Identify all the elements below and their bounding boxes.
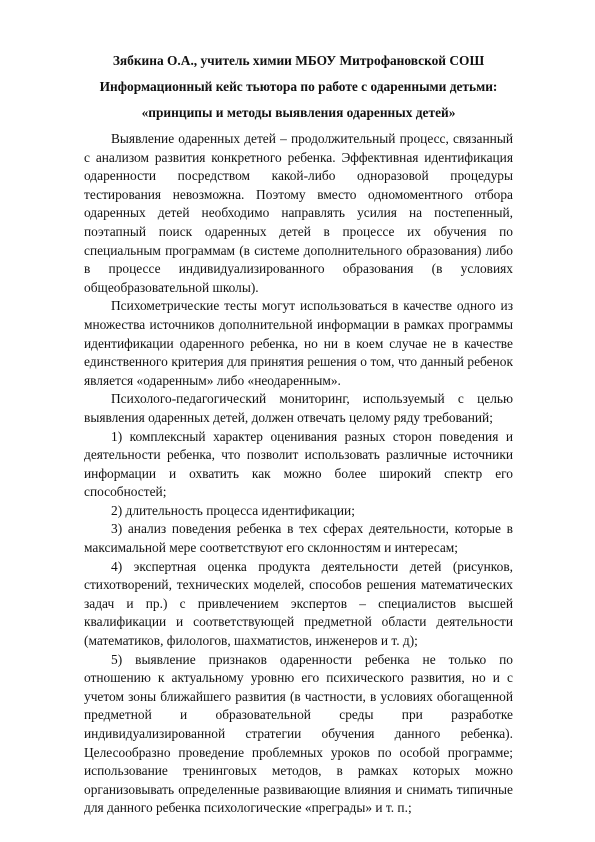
requirement-item-5: 5) выявление признаков одаренности ребенка не только по отношению к актуальному уровню его психического развития, но и с учетом зоны ближайшего развития (в частности, в условиях обогащенной предметной и образовательной среды при разработке индивидуализированной стратегии обучения данного ребенка). Целесообразно проведение проблемных уроков по особой программе; использование тренинговых методов, в рамках которых можно организовывать определенные развивающие влияния и снимать типичные для данного ребенка психологические «преграды» и т. п.;: [84, 651, 513, 816]
paragraph-intro: Выявление одаренных детей – продолжительный процесс, связанный с анализом развития конкретного ребенка. Эффективная идентификация одаренности посредством какой-либо одноразовой процедуры тестирования невозможна. Поэтому вместо одномоментного отбора одаренных детей необходимо направлять усилия на постепенный, поэтапный поиск одаренных детей в процессе их обучения по специальным программам (в системе дополнительного образования) либо в процессе индивидуализированного образования (в условиях общеобразовательной школы).: [84, 131, 513, 295]
requirement-item-2: 2) длительность процесса идентификации;: [111, 502, 355, 518]
requirement-item-4: 4) экспертная оценка продукта деятельности детей (рисунков, стихотворений, технических моделей, способов решения математических задач и пр.) с привлечением экспертов – специалистов высшей квалификации и соответствующей предметной области деятельности (математиков, филологов, шахматистов, инженеров и т. д);: [84, 558, 513, 649]
author-line: Зябкина О.А., учитель химии МБОУ Митрофановской СОШ: [112, 53, 485, 68]
requirement-item-1: 1) комплексный характер оценивания разных сторон поведения и деятельности ребенка, что позволит использовать различные источники информации и охватить как можно более широкий спектр его способностей;: [84, 428, 513, 500]
document-subtitle: «принципы и методы выявления одаренных детей»: [141, 105, 456, 120]
document-title: Информационный кейс тьютора по работе с одаренными детьми:: [99, 79, 498, 94]
paragraph-monitoring-requirements: Психолого-педагогический мониторинг, используемый с целью выявления одаренных детей, должен отвечать целому ряду требований;: [84, 391, 513, 425]
paragraph-psychometric-tests: Психометрические тесты могут использоваться в качестве одного из множества источников дополнительной информации в рамках программы идентификации одаренного ребенка, но ни в коем случае не в качестве единственного критерия для принятия решения о том, что данный ребенок является «одаренным» либо «неодаренным».: [84, 298, 513, 388]
requirement-item-3: 3) анализ поведения ребенка в тех сферах деятельности, которые в максимальной мере соответствуют его склонностям и интересам;: [84, 521, 513, 556]
